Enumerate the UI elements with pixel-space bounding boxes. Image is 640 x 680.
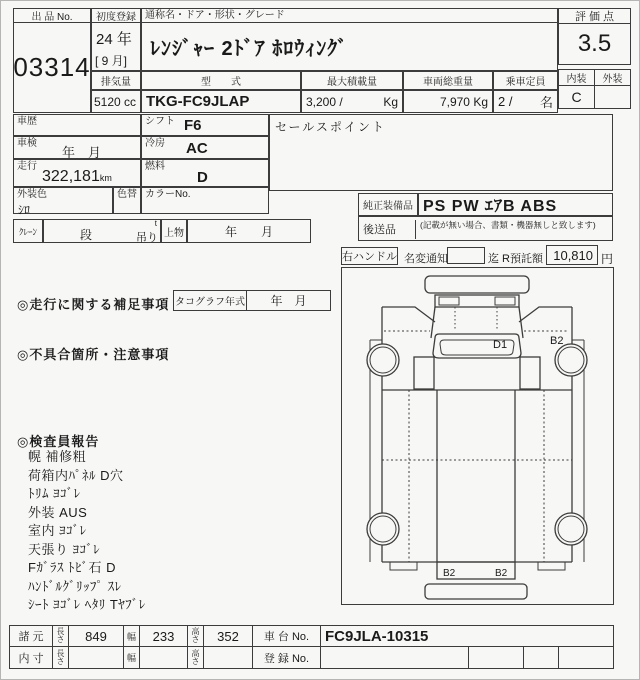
inner-height-value	[203, 646, 253, 669]
exterior-grade-label: 外装	[594, 69, 631, 86]
model-code-value: TKG-FC9JLAP	[141, 90, 301, 113]
first-registration-month: [ 9 月]	[95, 54, 128, 68]
made-label: 迄	[488, 253, 499, 265]
mileage-label: 走行	[17, 161, 37, 172]
rear-tab-right	[538, 562, 565, 570]
capacity-value	[493, 90, 558, 113]
exterior-color-cell	[13, 187, 113, 217]
registration-no-cell-1	[320, 646, 469, 669]
rear-bumper	[425, 584, 527, 599]
capacity-label: 乗車定員	[493, 71, 558, 90]
mileage-unit: km	[99, 173, 112, 183]
score-value: 3.5	[558, 23, 631, 65]
sales-point-box	[269, 114, 613, 191]
fuel-cell	[141, 159, 269, 187]
max-payload-unit: Kg	[383, 94, 398, 109]
first-registration-label: 初度登録	[91, 8, 141, 23]
fuel-label: 燃料	[145, 161, 165, 172]
crane-ton-label: t	[154, 219, 157, 228]
crane-spec-cell	[43, 219, 161, 243]
inspector-report-item: ｼｰﾄ ﾖｺﾞﾚ ﾍﾀﾘ Tﾔﾌﾞﾚ	[28, 597, 146, 612]
lot-no-label: 出 品 No.	[13, 8, 91, 23]
inner-length-label: 長さ	[52, 646, 69, 669]
color-change-label: 色替	[117, 189, 137, 200]
name-change-date-box	[447, 247, 485, 264]
rear-tab-left	[390, 562, 417, 570]
displacement-value: 5120 cc	[91, 90, 141, 113]
gross-weight-label: 車両総重量	[403, 71, 493, 90]
upper-body-value: 年 月	[187, 219, 311, 243]
inspector-report-item: 室内 ﾖｺﾞﾚ	[28, 523, 87, 538]
interior-grade-value: C	[558, 85, 595, 109]
chassis-no-value: FC9JLA-10315	[320, 625, 614, 647]
spec-height-label: 高さ	[187, 625, 204, 647]
damage-label-b2-rear-left: B2	[443, 568, 456, 579]
registration-no-cell-3	[523, 646, 559, 669]
ac-cell	[141, 136, 269, 159]
inspector-report-item: 幌 補修粗	[28, 449, 87, 464]
fuel-value: D	[197, 169, 208, 186]
damage-label-b2-rear-right: B2	[495, 568, 508, 579]
inspector-report-item: Fｶﾞﾗｽ ﾄﾋﾞ石 D	[28, 560, 117, 575]
upper-body-label: 上物	[161, 219, 187, 243]
later-items-label: 後送品	[363, 224, 396, 236]
registration-no-cell-2	[468, 646, 524, 669]
inner-width-label: 幅	[123, 646, 140, 669]
wheel-rear-left	[367, 513, 399, 545]
crane-tsuri-label: 吊り	[136, 232, 158, 244]
crane-dan-label: 段	[80, 228, 93, 242]
name-change-label: 名変通知	[404, 253, 448, 265]
inspector-report-heading: ◎検査員報告	[17, 434, 100, 449]
wheel-front-right	[555, 344, 587, 376]
history-cell	[13, 114, 141, 136]
inspection-label: 車検	[17, 138, 37, 149]
step-right	[520, 357, 540, 389]
defect-heading: ◎不具合箇所・注意事項	[17, 347, 170, 362]
inner-height-label: 高さ	[187, 646, 204, 669]
capacity-number: 2 /	[498, 94, 513, 109]
cab-vent-right	[495, 297, 515, 305]
inspector-report-item: 外装 AUS	[28, 504, 88, 520]
rhd-badge: 右ハンドル	[341, 247, 398, 265]
capacity-unit: 名	[539, 95, 553, 110]
ac-value: AC	[186, 140, 208, 157]
chassis-no-label: 車 台 No.	[252, 625, 321, 647]
front-fender-right	[519, 307, 572, 322]
windshield-outer	[433, 334, 521, 358]
wheel-rear-right	[555, 513, 587, 545]
exterior-color-label: 外装色	[17, 189, 47, 200]
damage-label-d1: D1	[493, 339, 508, 351]
vehicle-name-value: ﾚﾝｼﾞｬｰ 2ﾄﾞｱ ﾎﾛｳｨﾝｸﾞ	[141, 22, 558, 71]
shift-value: F6	[184, 117, 202, 134]
cab-side-left	[431, 307, 435, 338]
gross-weight-value: 7,970 Kg	[403, 90, 493, 113]
inspector-report-item: 天張り ﾖｺﾞﾚ	[28, 541, 101, 557]
spec-height-value: 352	[203, 625, 253, 647]
vehicle-name-label: 通称名・ドア・形状・グレード	[141, 8, 558, 23]
inspector-report-item: ﾊﾝﾄﾞﾙｸﾞﾘｯﾌﾟ ｽﾚ	[28, 578, 122, 594]
first-registration-year: 24 年	[96, 31, 132, 48]
inner-length-value	[68, 646, 124, 669]
max-payload-label: 最大積載量	[301, 71, 403, 90]
displacement-label: 排気量	[91, 71, 141, 90]
model-code-label: 型 式	[141, 71, 301, 90]
history-label: 車歴	[17, 116, 37, 127]
damage-label-b2-front: B2	[550, 335, 564, 347]
recycle-deposit-label: R預託額	[502, 253, 543, 265]
mileage-note-heading: ◎走行に関する補足事項	[17, 297, 170, 312]
cab-vent-left	[439, 297, 459, 305]
inspection-value: 年 月	[62, 145, 102, 160]
wheel-front-left	[367, 344, 399, 376]
score-label: 評 価 点	[558, 8, 631, 24]
first-registration-value	[91, 22, 141, 71]
exterior-grade-value	[594, 85, 631, 109]
registration-no-cell-4	[558, 646, 614, 669]
inner-width-value	[139, 646, 188, 669]
front-bumper	[425, 276, 529, 293]
color-no-cell	[141, 187, 269, 214]
spec-length-label: 長さ	[52, 625, 69, 647]
exterior-color-value: ｼﾛ	[18, 203, 31, 217]
max-payload-value	[301, 90, 403, 113]
shift-label: シフト	[145, 116, 175, 127]
oem-equipment-label: 純正装備品	[358, 193, 418, 216]
tachograph-value: 年 月	[246, 290, 331, 311]
mileage-value: 322,181km	[42, 168, 112, 185]
yen-label: 円	[601, 252, 614, 266]
inner-dim-label: 内 寸	[9, 646, 53, 669]
max-payload-number: 3,200 /	[306, 94, 343, 109]
crane-label: ｸﾚｰﾝ	[13, 219, 43, 243]
step-left	[414, 357, 434, 389]
inspector-report-item: ﾄﾘﾑ ﾖｺﾞﾚ	[28, 486, 81, 501]
oem-equipment-value: PS PW ｴｱB ABS	[418, 193, 613, 216]
shift-cell	[141, 114, 269, 136]
truck-diagram-box	[341, 267, 614, 605]
interior-grade-label: 内装	[558, 69, 595, 86]
inspector-report-list	[28, 448, 328, 615]
front-fender-left	[382, 307, 435, 322]
lot-no-value: 03314	[13, 22, 91, 113]
tachograph-label: タコグラフ年式	[173, 290, 247, 311]
mileage-cell	[13, 159, 141, 187]
spec-row-label: 諸 元	[9, 625, 53, 647]
sales-point-label: セールスポイント	[275, 120, 386, 134]
later-items-box	[358, 216, 613, 241]
spec-length-value: 849	[68, 625, 124, 647]
color-change-cell	[113, 187, 141, 214]
spec-width-value: 233	[139, 625, 188, 647]
later-items-note: (記載が無い場合、書類・機器無しと致します)	[415, 220, 611, 239]
registration-no-label: 登 録 No.	[252, 646, 321, 669]
color-no-label: カラーNo.	[145, 189, 191, 200]
truck-diagram	[342, 268, 613, 604]
ac-label: 冷房	[145, 138, 165, 149]
spec-width-label: 幅	[123, 625, 140, 647]
inspection-cell	[13, 136, 141, 159]
inspector-report-item: 荷箱内ﾊﾟﾈﾙ D穴	[28, 467, 124, 483]
cab-side-right	[519, 307, 523, 338]
recycle-deposit-value: 10,810	[546, 245, 598, 265]
